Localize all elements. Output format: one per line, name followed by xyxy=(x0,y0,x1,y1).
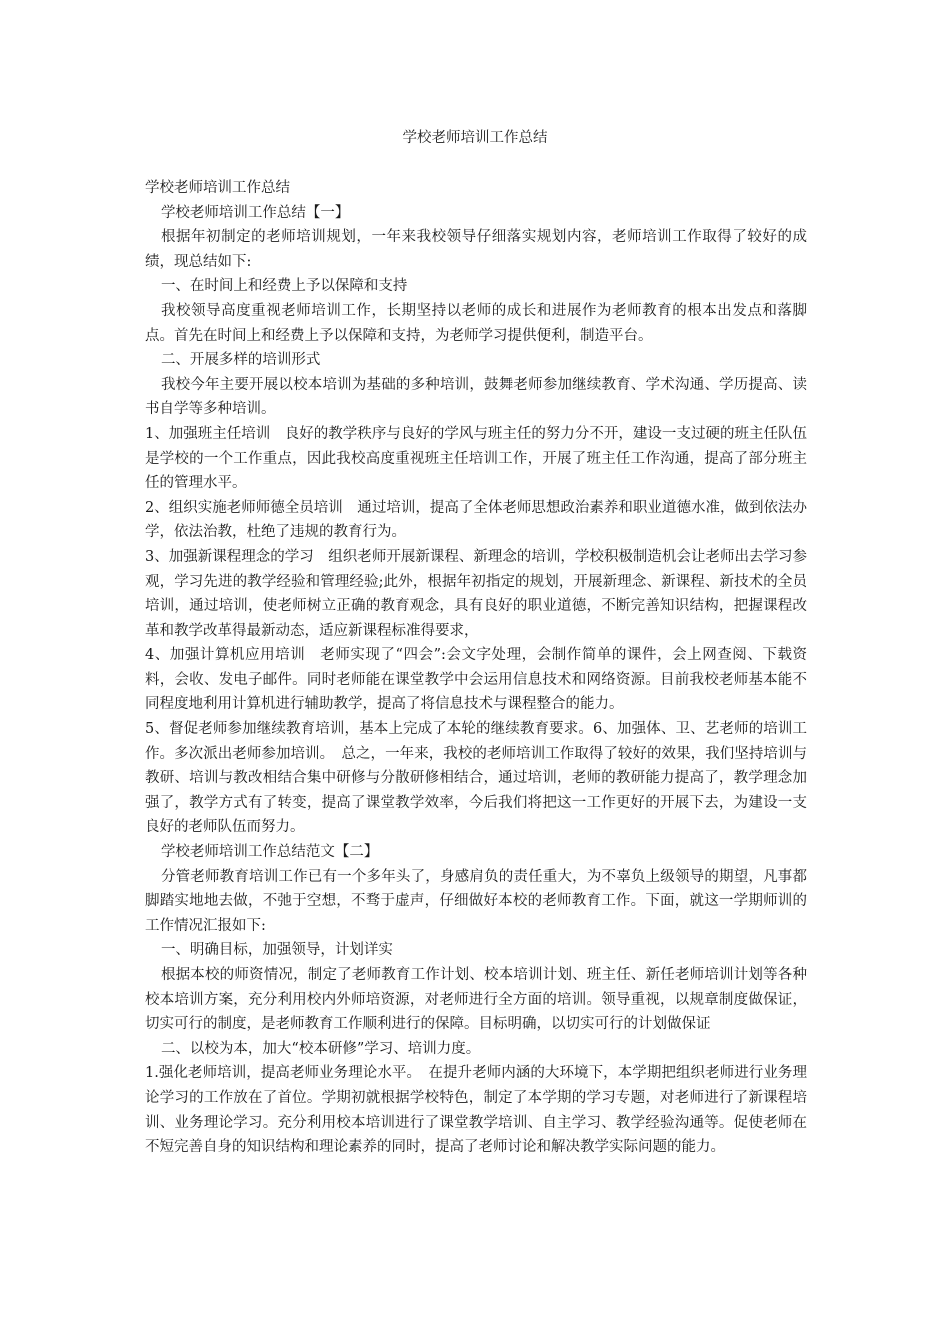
paragraph: 分管老师教育培训工作已有一个多年头了，身感肩负的责任重大，为不辜负上级领导的期望，凡事都脚踏实地地去做，不弛于空想，不骛于虚声，仔细做好本校的老师教育工作。下面，就这一学期师训的工作情况汇报如下: xyxy=(145,868,807,934)
paragraph: 我校领导高度重视老师培训工作，长期坚持以老师的成长和进展作为老师教育的根本出发点和落脚点。首先在时间上和经费上予以保障和支持，为老师学习提供便利，制造平台。 xyxy=(145,302,807,344)
subsection-heading: 二、开展多样的培训形式 xyxy=(160,352,321,369)
subsection-heading: 一、在时间上和经费上予以保障和支持 xyxy=(160,278,408,295)
numbered-paragraph: 3、加强新课程理念的学习 组织老师开展新课程、新理念的培训，学校积极制造机会让老师出去学习参观，学习先进的教学经验和管理经验;此外，根据年初指定的规划，开展新理念、新课程、新技术的全员培训，通过培训，使老师树立正确的教育观念，具有良好的职业道德，不断完善知识结构，把握课程改革和教学改革得最新动态，适应新课程标准得要求， xyxy=(145,548,807,639)
subsection-heading: 一、明确目标，加强领导，计划详实 xyxy=(160,942,393,959)
document-title: 学校老师培训工作总结 xyxy=(402,130,548,146)
document-body xyxy=(145,176,807,1160)
numbered-paragraph: 2、组织实施老师师德全员培训 通过培训，提高了全体老师思想政治素养和职业道德水准，做到依法办学，依法治教，杜绝了违规的教育行为。 xyxy=(145,499,807,541)
paragraph: 根据本校的师资情况，制定了老师教育工作计划、校本培训计划、班主任、新任老师培训计划等各种校本培训方案，充分利用校内外师培资源，对老师进行全方面的培训。领导重视，以规章制度做保证，切实可行的制度，是老师教育工作顺利进行的保障。目标明确，以切实可行的计划做保证 xyxy=(145,967,807,1033)
paragraph: 根据年初制定的老师培训规划，一年来我校领导仔细落实规划内容，老师培训工作取得了较好的成绩，现总结如下: xyxy=(145,229,807,270)
subsection-heading: 二、以校为本，加大“校本研修”学习、培训力度。 xyxy=(160,1040,481,1057)
paragraph: 学校老师培训工作总结 xyxy=(145,180,290,196)
numbered-paragraph: 5、督促老师参加继续教育培训，基本上完成了本轮的继续教育要求。6、加强体、卫、艺老师的培训工作。多次派出老师参加培训。 总之，一年来，我校的老师培训工作取得了较好的效果，我们坚持培训与教研、培训与教改相结合集中研修与分散研修相结合，通过培训，老师的教研能力提高了，教学理念加强了，教学方式有了转变，提高了课堂教学效率，今后我们将把这一工作更好的开展下去，为建设一支良好的老师队伍而努力。 xyxy=(145,721,807,836)
paragraph: 我校今年主要开展以校本培训为基础的多种培训，鼓舞老师参加继续教育、学术沟通、学历提高、读书自学等多种培训。 xyxy=(145,376,807,418)
section-heading: 学校老师培训工作总结【一】 xyxy=(160,204,350,221)
numbered-paragraph: 1、加强班主任培训 良好的教学秩序与良好的学风与班主任的努力分不开，建设一支过硬的班主任队伍是学校的一个工作重点，因此我校高度重视班主任培训工作，开展了班主任工作沟通，提高了部分班主任的管理水平。 xyxy=(145,425,807,492)
numbered-paragraph: 4、加强计算机应用培训 老师实现了“四会”:会文字处理，会制作简单的课件，会上网查阅、下载资料，会收、发电子邮件。同时老师能在课堂教学中会运用信息技术和网络资源。目前我校老师基本能不同程度地利用计算机进行辅助教学，提高了将信息技术与课程整合的能力。 xyxy=(145,647,807,713)
numbered-paragraph: 1.强化老师培训，提高老师业务理论水平。 在提升老师内涵的大环境下，本学期把组织老师进行业务理论学习的工作放在了首位。学期初就根据学校特色，制定了本学期的学习专题，对老师进行了新课程培训、业务理论学习。充分利用校本培训进行了课堂教学培训、自主学习、教学经验沟通等。促使老师在不短完善自身的知识结构和理论素养的同时，提高了老师讨论和解决教学实际问题的能力。 xyxy=(145,1065,807,1156)
section-heading: 学校老师培训工作总结范文【二】 xyxy=(160,844,379,861)
